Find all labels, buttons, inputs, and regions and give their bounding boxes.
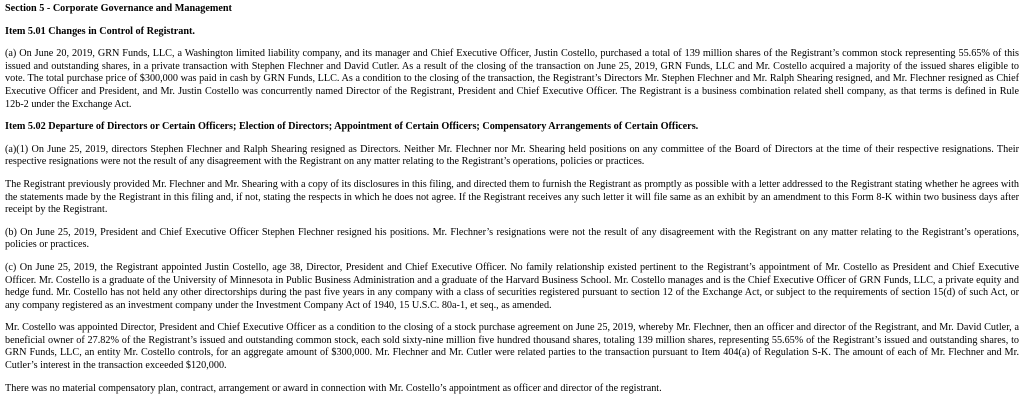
- item-5-02-paragraph-appointment: Mr. Costello was appointed Director, President and Chief Executive Officer as a condition to the closing of a stock purchase agreement on June 25, 2019, whereby Mr. Flechner, then an officer and director of the Registrant, and Mr. David Cutler, a beneficial owner of 27.82% of the Registrant’s issued and outstanding common stock, each sold sixty-nine million five hundred thousand shares, totaling 139 million shares, representing 55.65% of the Registrant’s issued and outstanding shares, to GRN Funds, LLC, an entity Mr. Costello controls, for an aggregate amount of $300,000. Mr. Flechner and Mr. Cutler were related parties to the transaction pursuant to Item 404(a) of Regulation S-K. The amount of each of Mr. Flechner and Mr. Cutler’s interest in the transaction exceeded $120,000.: [5, 322, 1019, 372]
- item-5-02-paragraph-compensation: There was no material compensatory plan, contract, arrangement or award in connection with Mr. Costello’s appointment as officer and director of the registrant.: [5, 382, 662, 394]
- item-5-01-title: Item 5.01 Changes in Control of Registrant.: [5, 25, 195, 37]
- item-5-02-paragraph-c: (c) On June 25, 2019, the Registrant appointed Justin Costello, age 38, Director, President and Chief Executive Officer. No family relationship existed pertinent to the Registrant’s appointment of Mr. Costello as President and Chief Executive Officer. Mr. Costello is a graduate of the University of Minnesota in Public Business Administration and a graduate of the Harvard Business School. Mr. Costello manages and is the Chief Executive Officer of GRN Funds, LLC, a private equity and hedge fund. Mr. Costello has not held any other directorships during the past five years in any company with a class of securities registered pursuant to section 12 of the Exchange Act, or subject to the requirements of section 15(d) of such Act, or any company registered as an investment company under the Investment Company Act of 1940, 15 U.S.C. 80a-1, et seq., as amended.: [5, 261, 1019, 311]
- item-5-01-paragraph-a: (a) On June 20, 2019, GRN Funds, LLC, a Washington limited liability company, and its manager and Chief Executive Officer, Justin Costello, purchased a total of 139 million shares of the Registrant’s common stock representing 55.65% of this issued and outstanding shares, in a private transaction with Stephen Flechner and David Cutler. As a result of the closing of the transaction on June 25, 2019, GRN Funds, LLC and Mr. Costello acquired a majority of the issued shares eligible to vote. The total purchase price of $300,000 was paid in cash by GRN Funds, LLC. As a condition to the closing of the transaction, the Registrant’s Directors Mr. Stephen Flechner and Mr. Ralph Shearing resigned, and Mr. Flechner resigned as Chief Executive Officer and President, and Mr. Justin Costello was concurrently named Director of the Registrant, President and Chief Executive Officer. The Registrant is a business combination related shell company, as that terms is defined in Rule 12b-2 under the Exchange Act.: [5, 48, 1019, 110]
- item-5-02-paragraph-b: (b) On June 25, 2019, President and Chief Executive Officer Stephen Flechner resigned his positions. Mr. Flechner’s resignations were not the result of any disagreement with the Registrant on any matter relating to the Registrant’s operations, policies or practices.: [5, 226, 1019, 251]
- item-5-02-paragraph-a1: (a)(1) On June 25, 2019, directors Stephen Flechner and Ralph Shearing resigned as Directors. Neither Mr. Flechner nor Mr. Shearing held positions on any committee of the Board of Directors at the time of their respective resignations. Their respective resignations were not the result of any disagreement with the Registrant on any matter relating to the Registrant’s operations, policies or practices.: [5, 143, 1019, 168]
- section-title: Section 5 - Corporate Governance and Management: [5, 3, 232, 14]
- item-5-02-title: Item 5.02 Departure of Directors or Certain Officers; Election of Directors; Appointment of Certain Officers; Compensatory Arrangements of Certain Officers.: [5, 121, 699, 133]
- item-5-02-paragraph-disclosure: The Registrant previously provided Mr. Flechner and Mr. Shearing with a copy of its disclosures in this filing, and directed them to furnish the Registrant as promptly as possible with a letter addressed to the Registrant stating whether he agrees with the statements made by the Registrant in this filing and, if not, stating the respects in which he does not agree. If the Registrant receives any such letter it will file same as an exhibit by an amendment to this Form 8-K within two business days after receipt by the Registrant.: [5, 178, 1019, 216]
